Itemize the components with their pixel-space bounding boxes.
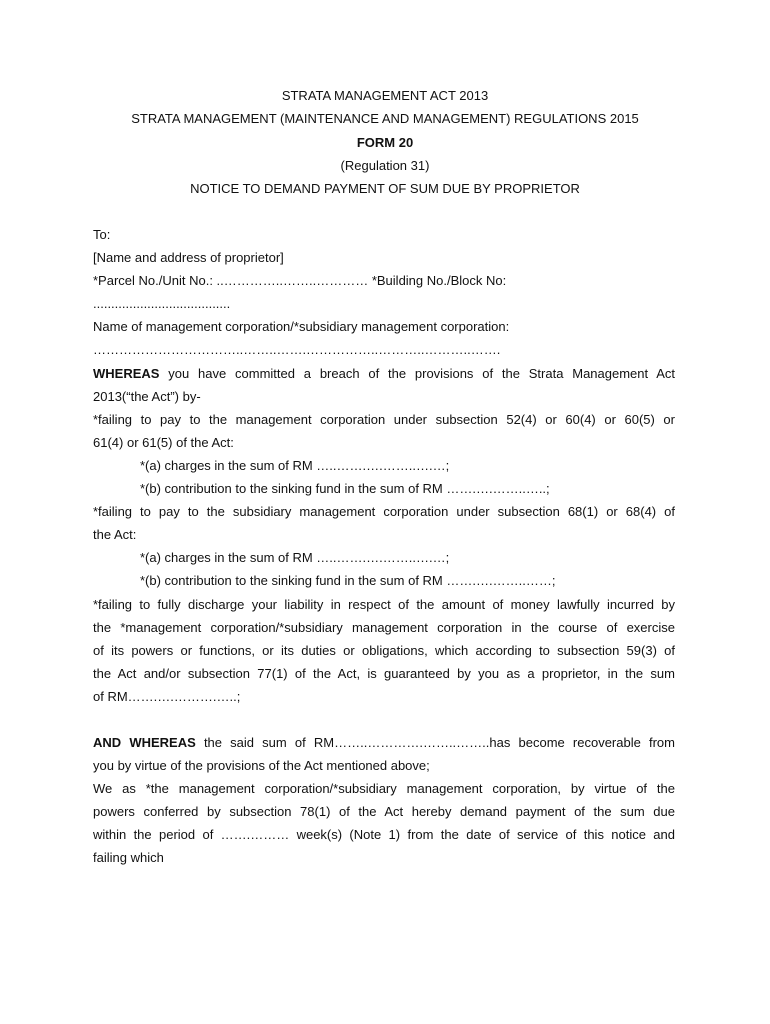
liability-line-5: of RM…….….……….…..;	[93, 689, 241, 704]
building-no-dots: ......................................	[93, 296, 231, 311]
smc-charges-item: *(a) charges in the sum of RM …..…….….……..….…;	[140, 550, 450, 565]
to-label: To:	[93, 227, 111, 242]
failing-mc-line-2: 61(4) or 61(5) of the Act:	[93, 435, 234, 450]
name-address-placeholder: [Name and address of proprietor]	[93, 250, 284, 265]
liability-line-4: the Act and/or subsection 77(1) of the Act, is guaranteed by you as a proprietor, in the sum	[93, 666, 675, 681]
demand-line-3: within the period of …….……… week(s) (Note 1) from the date of service of this notice and	[93, 827, 675, 842]
smc-sinking-fund-item: *(b) contribution to the sinking fund in the sum of RM …….….……..……;	[140, 573, 556, 588]
liability-line-2: the *management corporation/*subsidiary management corporation in the course of exercise	[93, 620, 675, 635]
management-corporation-dots: ……………………………..……..…….……………..………..………..…….	[93, 342, 501, 357]
liability-line-3: of its powers or functions, or its duties or obligations, which according to subsection 59(3) of	[93, 643, 675, 658]
mc-charges-item: *(a) charges in the sum of RM …..…….….……..….…;	[140, 458, 450, 473]
notice-title: NOTICE TO DEMAND PAYMENT OF SUM DUE BY PROPRIETOR	[190, 181, 580, 196]
demand-line-2: powers conferred by subsection 78(1) of the Act hereby demand payment of the sum due	[93, 804, 675, 819]
failing-smc-line-1: *failing to pay to the subsidiary management corporation under subsection 68(1) or 68(4) of	[93, 504, 675, 519]
mc-sinking-fund-item: *(b) contribution to the sinking fund in the sum of RM …….….……..…..;	[140, 481, 550, 496]
and-whereas-clause	[93, 735, 675, 750]
demand-line-1: We as *the management corporation/*subsidiary management corporation, by virtue of the	[93, 781, 675, 796]
whereas-text: you have committed a breach of the provisions of the Strata Management Act	[159, 366, 675, 381]
form-title: FORM 20	[356, 135, 414, 150]
and-whereas-continuation: you by virtue of the provisions of the Act mentioned above;	[93, 758, 430, 773]
failing-smc-line-2: the Act:	[93, 527, 137, 542]
regulations-title: STRATA MANAGEMENT (MAINTENANCE AND MANAGEMENT) REGULATIONS 2015	[131, 111, 639, 126]
whereas-clause	[93, 366, 675, 381]
whereas-keyword: WHEREAS	[93, 366, 160, 381]
failing-mc-line-1: *failing to pay to the management corporation under subsection 52(4) or 60(4) or 60(5) or	[93, 412, 675, 427]
management-corporation-label: Name of management corporation/*subsidiary management corporation:	[93, 319, 510, 334]
and-whereas-keyword: AND WHEREAS	[93, 735, 196, 750]
demand-line-4: failing which	[93, 850, 164, 865]
parcel-building-line: *Parcel No./Unit No.: ..…………..……..………… *Building No./Block No:	[93, 273, 507, 288]
regulation-reference: (Regulation 31)	[340, 158, 430, 173]
and-whereas-text: the said sum of RM……..………….……..……..has become recoverable from	[195, 735, 675, 750]
liability-line-1: *failing to fully discharge your liability in respect of the amount of money lawfully incurred by	[93, 597, 675, 612]
whereas-continuation: 2013(“the Act”) by-	[93, 389, 201, 404]
act-title: STRATA MANAGEMENT ACT 2013	[281, 88, 489, 103]
